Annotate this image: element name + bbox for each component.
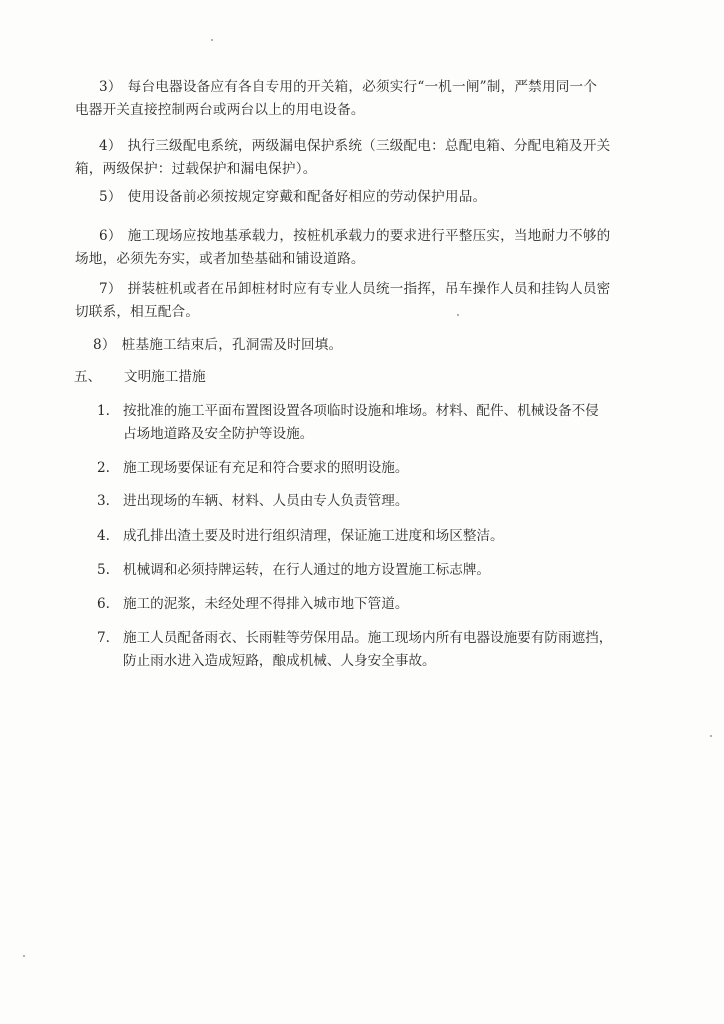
- scan-speck: [211, 39, 213, 41]
- list-item-text-line1: 按批准的施工平面布置图设置各项临时设施和堆场。材料、配件、机械设备不侵: [123, 403, 599, 419]
- list-item-number: 3.: [97, 493, 110, 509]
- paragraph-number: 6）: [99, 228, 122, 244]
- paragraph-number: 8）: [93, 337, 116, 353]
- paragraph-7: [75, 278, 655, 324]
- paragraph-number: 5）: [99, 189, 122, 205]
- list-item-number: 4.: [97, 528, 110, 544]
- paragraph-text-line1: 拼装桩机或者在吊卸桩材时应有专业人员统一指挥，吊车操作人员和挂钩人员密: [127, 281, 611, 297]
- list-item-text-line1: 机械调和必须持牌运转，在行人通过的地方设置施工标志牌。: [123, 562, 491, 578]
- list-item-text-line2: 防止雨水进入造成短路，酿成机械、人身安全事故。: [123, 653, 436, 669]
- paragraph-3: [75, 76, 655, 122]
- list-item-text-line1: 施工人员配备雨衣、长雨鞋等劳保用品。施工现场内所有电器设施要有防雨遮挡，: [123, 630, 613, 646]
- list-item-number: 2.: [97, 460, 110, 476]
- paragraph-text-line1: 使用设备前必须按规定穿戴和配备好相应的劳动保护用品。: [127, 189, 487, 205]
- list-item-2: [97, 457, 657, 480]
- list-item-number: 5.: [97, 562, 110, 578]
- paragraph-5: [75, 186, 655, 209]
- list-item-4: [97, 525, 657, 548]
- list-item-1: [97, 400, 657, 446]
- paragraph-text-line1: 每台电器设备应有各自专用的开关箱，必须实行“一机一闸”制，严禁用同一个: [127, 79, 598, 95]
- list-item-text-line2: 占场地道路及安全防护等设施。: [123, 426, 314, 442]
- paragraph-text-line2: 电器开关直接控制两台或两台以上的用电设备。: [75, 102, 365, 118]
- paragraph-text-line2: 箱，两级保护：过载保护和漏电保护）。: [75, 161, 317, 177]
- paragraph-text-line1: 施工现场应按地基承载力，按桩机承载力的要求进行平整压实，当地耐力不够的: [127, 228, 611, 244]
- paragraph-4: [75, 135, 655, 181]
- list-item-number: 6.: [97, 596, 110, 612]
- paragraph-6: [75, 225, 655, 271]
- section-title: 文明施工措施: [124, 369, 206, 385]
- list-item-text-line1: 成孔排出渣土要及时进行组织清理，保证施工进度和场区整洁。: [123, 528, 504, 544]
- paragraph-number: 7）: [99, 281, 122, 297]
- paragraph-number: 4）: [99, 138, 122, 154]
- list-item-6: [97, 593, 657, 616]
- list-item-number: 7.: [97, 630, 110, 646]
- paragraph-8: [75, 334, 655, 357]
- paragraph-text-line1: 桩基施工结束后，孔洞需及时回填。: [121, 337, 343, 353]
- paragraph-text-line1: 执行三级配电系统，两级漏电保护系统（三级配电：总配电箱、分配电箱及开关: [127, 138, 611, 154]
- scan-speck: [457, 314, 459, 316]
- list-item-text-line1: 进出现场的车辆、材料、人员由专人负责管理。: [123, 493, 409, 509]
- list-item-7: [97, 627, 687, 673]
- list-item-3: [97, 490, 657, 513]
- list-item-text-line1: 施工现场要保证有充足和符合要求的照明设施。: [123, 460, 409, 476]
- paragraph-text-line2: 切联系，相互配合。: [75, 304, 200, 320]
- section-number: 五、: [74, 369, 102, 385]
- paragraph-text-line2: 场地，必须先夯实，或者加垫基础和铺设道路。: [75, 251, 365, 267]
- list-item-5: [97, 559, 657, 582]
- scan-speck: [23, 955, 25, 957]
- list-item-number: 1.: [97, 403, 110, 419]
- paragraph-number: 3）: [99, 79, 122, 95]
- section-heading: [74, 366, 206, 389]
- list-item-text-line1: 施工的泥浆，未经处理不得排入城市地下管道。: [123, 596, 409, 612]
- scan-speck: [710, 735, 712, 737]
